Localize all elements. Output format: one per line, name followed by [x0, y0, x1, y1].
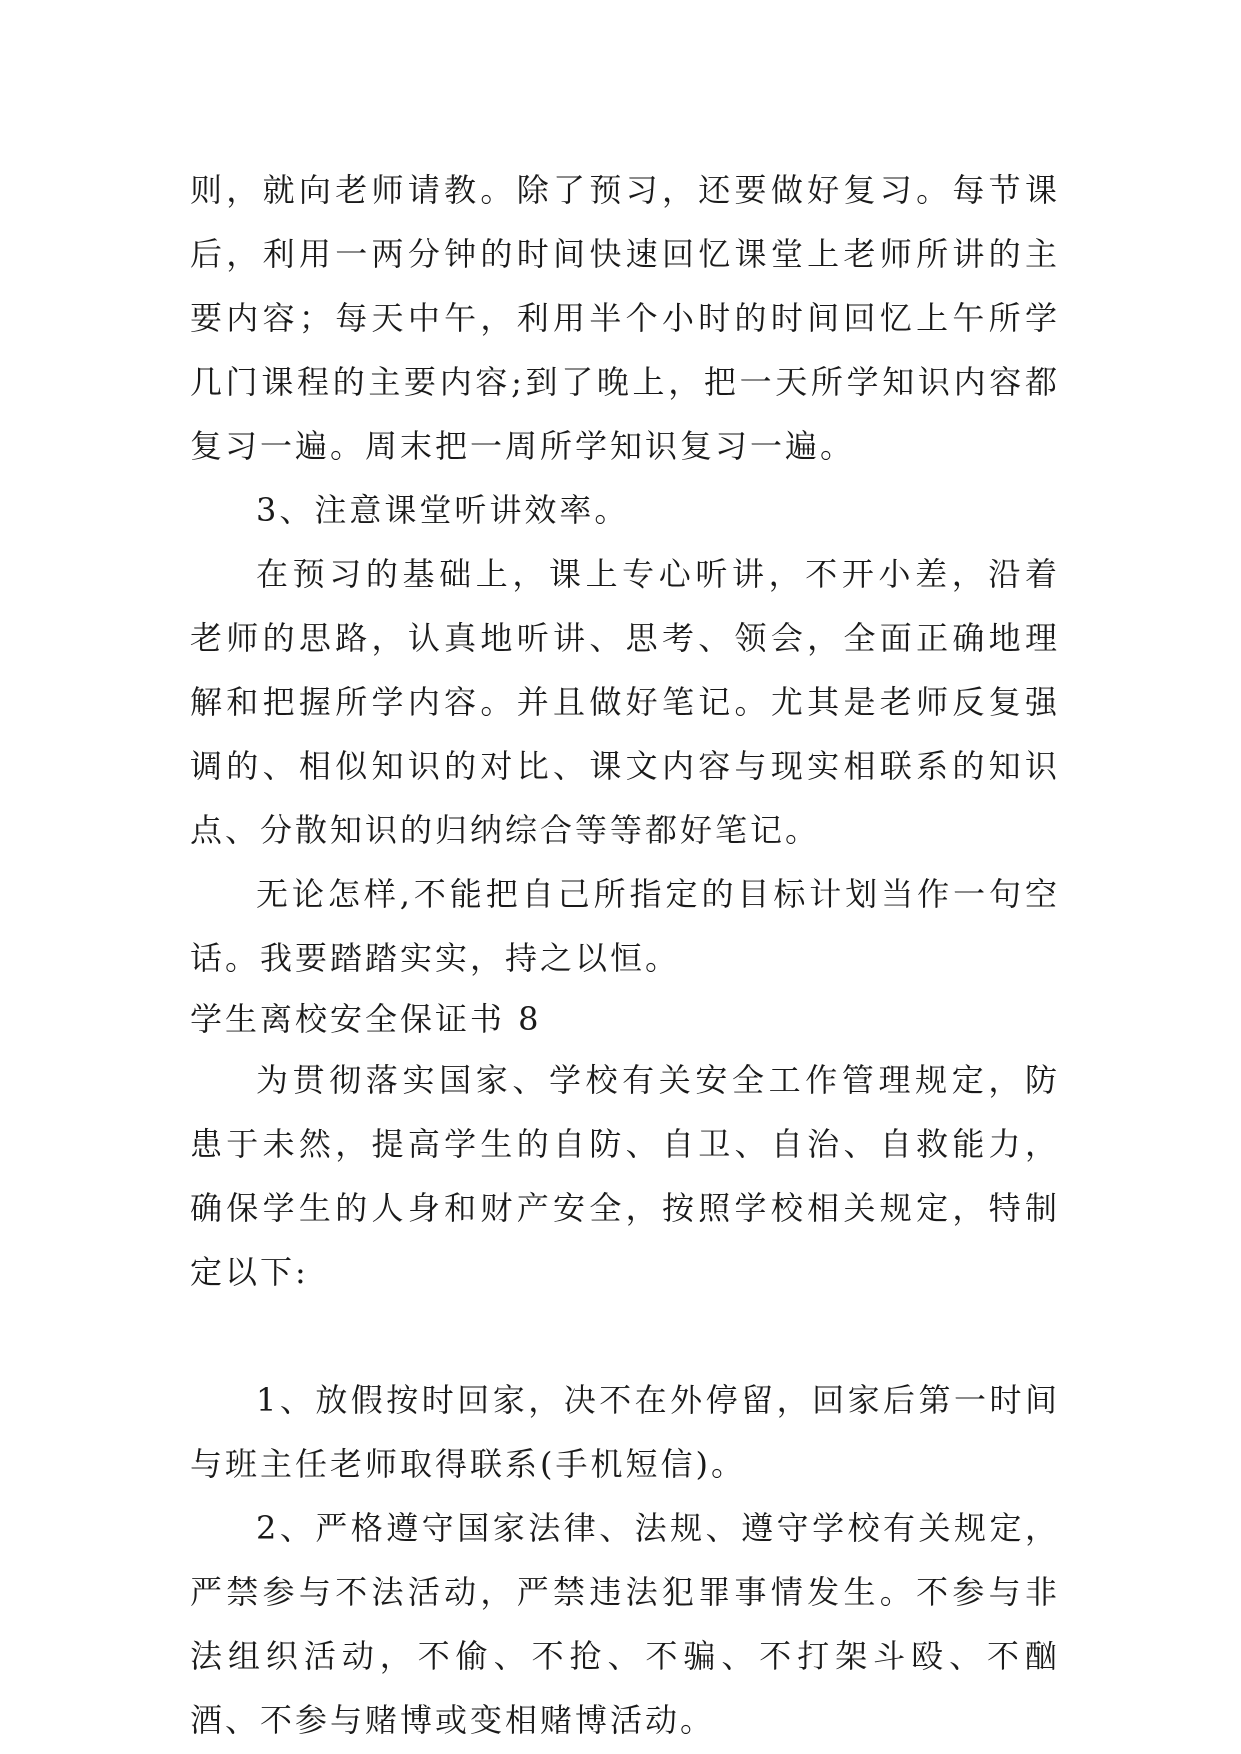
paragraph-safety-intro: 为贯彻落实国家、学校有关安全工作管理规定，防患于未然，提高学生的自防、自卫、自治、自救能力，确保学生的人身和财产安全，按照学校相关规定，特制定以下: — [190, 1061, 1060, 1291]
paragraph-listening-body: 在预习的基础上，课上专心听讲，不开小差，沿着老师的思路，认真地听讲、思考、领会，全面正确地理解和把握所学内容。并且做好笔记。尤其是老师反复强调的、相似知识的对比、课文内容与现实相联系的知识点、分散知识的归纳综合等等都好笔记。 — [190, 555, 1060, 849]
paragraph-listening-heading: 3、注意课堂听讲效率。 — [256, 491, 630, 529]
paragraph-safety-rule-2: 2、严格遵守国家法律、法规、遵守学校有关规定，严禁参与不法活动，严禁违法犯罪事情发生。不参与非法组织活动，不偷、不抢、不骗、不打架斗殴、不酗酒、不参与赌博或变相赌博活动。 — [190, 1509, 1060, 1739]
paragraph-conclusion: 无论怎样,不能把自己所指定的目标计划当作一句空话。我要踏踏实实，持之以恒。 — [190, 875, 1060, 977]
section-title: 学生离校安全保证书 8 — [190, 1000, 542, 1038]
document-page — [190, 158, 1060, 1752]
paragraph-safety-rule-1: 1、放假按时回家，决不在外停留，回家后第一时间与班主任老师取得联系(手机短信)。 — [190, 1381, 1060, 1483]
blank-line — [190, 1304, 1060, 1368]
paragraph-review-habits: 则，就向老师请教。除了预习，还要做好复习。每节课后，利用一两分钟的时间快速回忆课堂上老师所讲的主要内容；每天中午，利用半个小时的时间回忆上午所学几门课程的主要内容;到了晚上，把一天所学知识内容都复习一遍。周末把一周所学知识复习一遍。 — [190, 171, 1060, 465]
